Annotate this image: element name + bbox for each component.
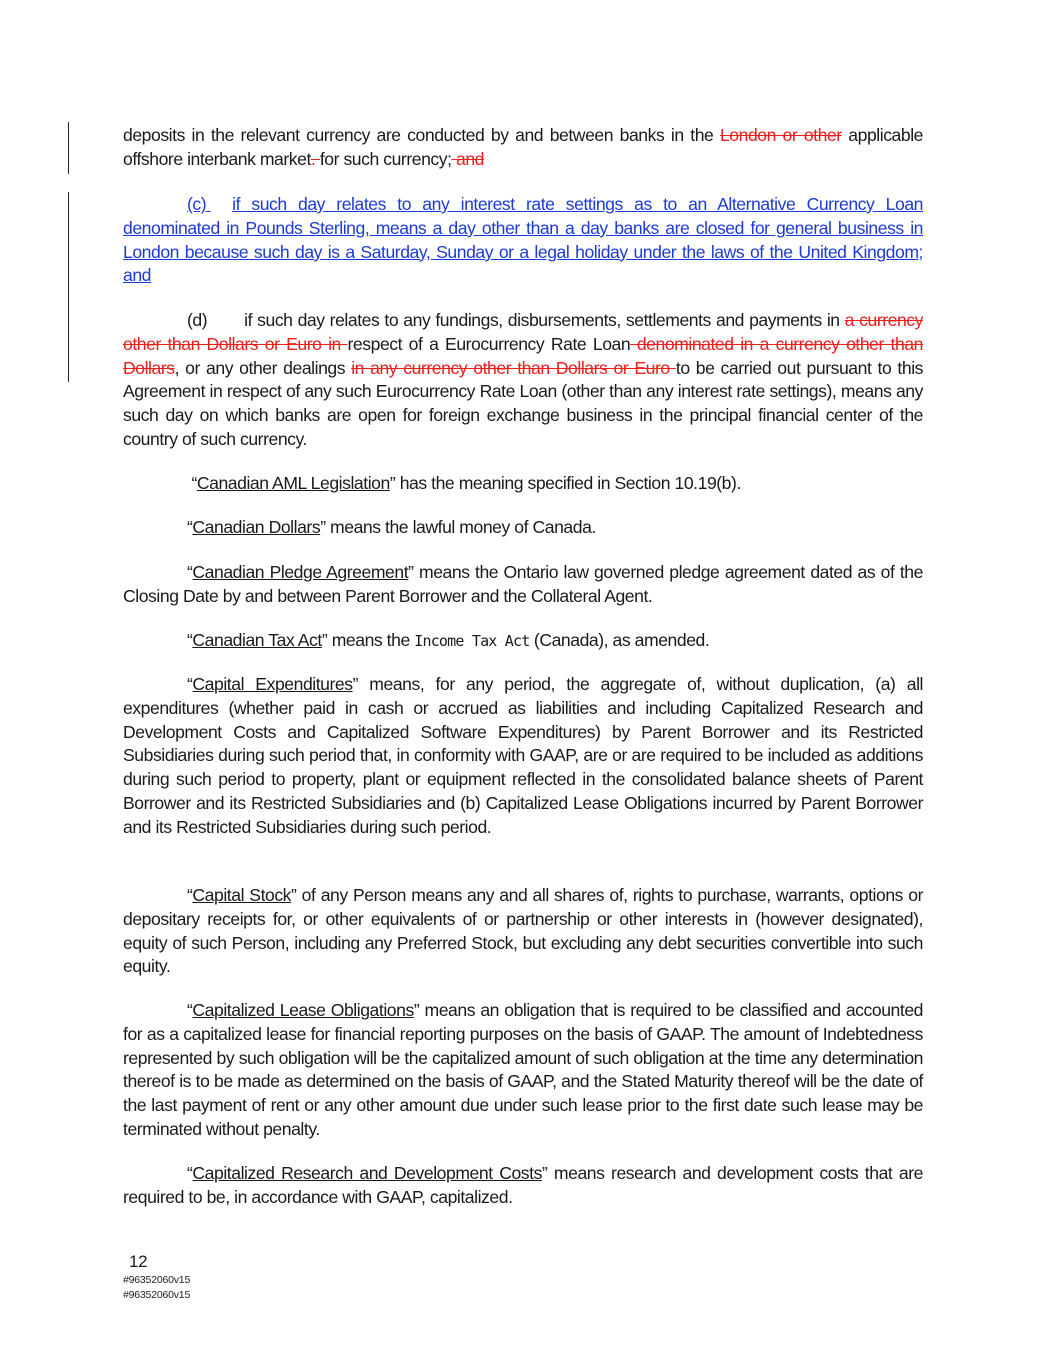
text: applicable offshore interbank market — [123, 125, 924, 169]
change-bar — [68, 192, 69, 288]
quote: “ — [187, 885, 193, 905]
defined-term: Canadian Dollars — [192, 517, 321, 537]
change-bar — [68, 122, 69, 174]
clause-label: (c) — [187, 194, 207, 214]
quote: “ — [187, 473, 197, 493]
quote: “ — [187, 1163, 193, 1183]
definition-text: ” means the lawful money of Canada. — [320, 517, 596, 537]
document-id: #96352060v15 — [123, 1289, 191, 1301]
clause-c — [123, 193, 923, 288]
clause-d — [123, 309, 923, 452]
deleted-text: a currency other than Dollars or Euro in — [123, 310, 923, 354]
definition-capitalized-research-and-development-costs — [123, 1162, 923, 1210]
text: if such day relates to any fundings, disbursements, settlements and payments in — [244, 310, 845, 330]
definition-text: (Canada), as amended. — [529, 630, 710, 650]
defined-term: Canadian Pledge Agreement — [192, 562, 409, 582]
quote: “ — [187, 517, 193, 537]
definition-text: ” means the — [321, 630, 415, 650]
text: to be carried out pursuant to this Agreement in respect of any such Eurocurrency Rate Loan (other than any interest rate settings), means any such day on which banks are open for foreign exchange business in the principal financial center of the country of such currency. — [123, 357, 924, 449]
definition-canadian-dollars — [123, 516, 923, 540]
inserted-text: if such day relates to any interest rate settings as to an Alternative Currency Loan denominated in Pounds Sterling, means a day other than a day banks are closed for general business in London because such day is a Saturday, Sunday or a legal holiday under the laws of the United Kingdom; and — [123, 194, 923, 286]
quote: “ — [187, 674, 193, 694]
definition-text: ” of any Person means any and all shares of, rights to purchase, warrants, options or depositary receipts for, or other equivalents of or partnership or other interests in (however designated), equity of such Person, including any Preferred Stock, but excluding any debt securities convertible into such equity. — [123, 885, 923, 977]
definition-canadian-tax-act — [123, 629, 923, 654]
definition-capital-stock — [123, 884, 923, 979]
paragraph-continuation — [123, 124, 923, 172]
definition-capital-expenditures — [123, 673, 923, 840]
clause-label: (d) — [187, 310, 208, 330]
text: respect of a Eurocurrency Rate Loan — [347, 333, 631, 354]
text: , or any other dealings — [174, 357, 352, 378]
defined-term: Capital Stock — [192, 885, 292, 905]
quote: “ — [187, 562, 193, 582]
deleted-text: denominated in a currency other than Dollars — [123, 333, 923, 378]
defined-term: Capital Expenditures — [192, 674, 353, 694]
deleted-text: London or other — [719, 125, 842, 145]
change-bar — [68, 280, 69, 382]
definition-text: ” means the Ontario law governed pledge agreement dated as of the Closing Date by and between Parent Borrower and the Collateral Agent. — [123, 562, 923, 606]
definition-canadian-pledge-agreement — [123, 561, 923, 609]
definition-capitalized-lease-obligations — [123, 999, 923, 1142]
defined-term: Capitalized Research and Development Costs — [192, 1163, 542, 1183]
definition-canadian-aml-legislation — [123, 472, 923, 496]
deleted-text: in any currency other than Dollars or Euro — [351, 357, 676, 378]
quote: “ — [187, 630, 193, 650]
definition-text: ” means an obligation that is required to be classified and accounted for as a capitalized lease for financial reporting purposes on the basis of GAAP. The amount of Indebtedness represented by such obligation will be the capitalized amount of such obligation at the time any determination thereof is to be made as determined on the basis of GAAP, and the Stated Maturity thereof will be the date of the last payment of rent or any other amount due under such lease prior to the first date such lease may be terminated without penalty. — [123, 1000, 923, 1139]
defined-term: Capitalized Lease Obligations — [192, 1000, 414, 1020]
defined-term: Canadian Tax Act — [192, 630, 322, 650]
text: for such currency; — [319, 148, 452, 169]
deleted-text: and — [451, 148, 485, 169]
deleted-text: . — [310, 148, 320, 169]
definition-text: ” has the meaning specified in Section 10.19(b). — [389, 473, 741, 493]
defined-term: Canadian AML Legislation — [196, 473, 390, 493]
definition-text: ” means research and development costs that are required to be, in accordance with GAAP, capitalized. — [123, 1163, 924, 1207]
document-id: #96352060v15 — [123, 1274, 191, 1286]
quote: “ — [187, 1000, 193, 1020]
page-number: 12 — [129, 1252, 148, 1271]
statute-title: Income Tax Act — [414, 632, 530, 650]
text: deposits in the relevant currency are conducted by and between banks in the — [123, 125, 720, 145]
definition-text: ” means, for any period, the aggregate of, without duplication, (a) all expenditures (whether paid in cash or accrued as liabilities and including Capitalized Research and Development Costs and Capitalized Software Expenditures) by Parent Borrower and its Restricted Subsidiaries during such period that, in conformity with GAAP, are or are required to be included as additions during such period to property, plant or equipment reflected in the consolidated balance sheets of Parent Borrower and its Restricted Subsidiaries and (b) Capitalized Lease Obligations incurred by Parent Borrower and its Restricted Subsidiaries during such period. — [123, 674, 923, 837]
